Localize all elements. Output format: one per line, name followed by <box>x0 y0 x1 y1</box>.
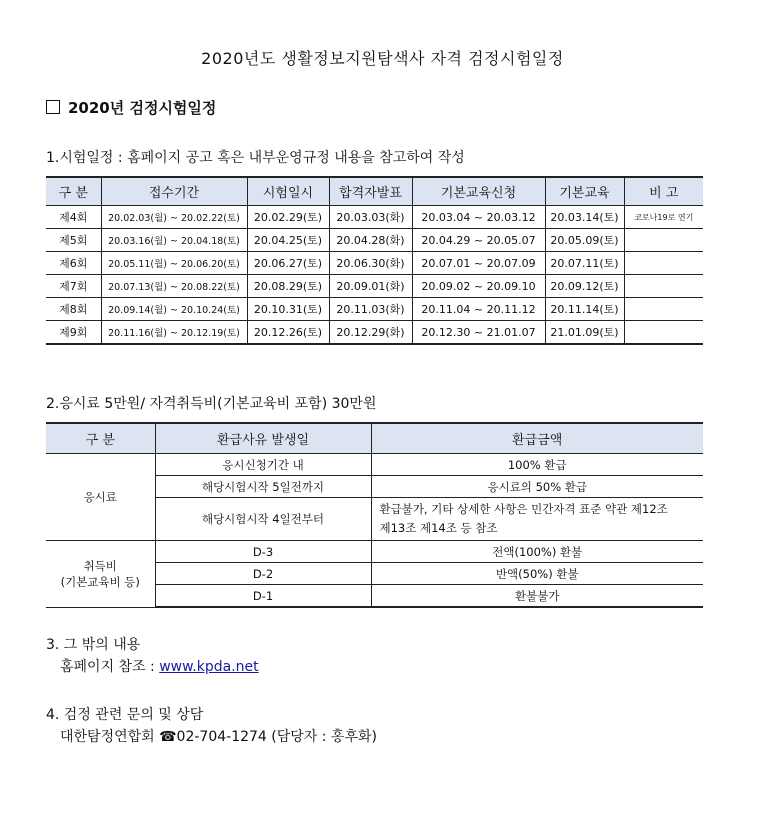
item-3-text: 3. 그 밖의 내용 <box>46 637 141 653</box>
section-heading-text: 2020년 검정시험일정 <box>68 99 217 117</box>
training-date-cell: 20.09.12(토) <box>545 275 624 298</box>
header-cell: 합격자발표 <box>329 177 412 206</box>
application-period-cell: 20.07.13(월) ~ 20.08.22(토) <box>101 275 247 298</box>
exam-date-cell: 20.06.27(토) <box>247 252 329 275</box>
table-row <box>46 229 703 252</box>
refund-table <box>46 422 703 608</box>
note-cell <box>624 252 703 275</box>
exam-date-cell: 20.10.31(토) <box>247 298 329 321</box>
training-application-cell: 20.09.02 ~ 20.09.10 <box>412 275 545 298</box>
table-row <box>46 321 703 345</box>
application-period-cell: 20.11.16(월) ~ 20.12.19(토) <box>101 321 247 345</box>
exam-date-cell: 20.02.29(토) <box>247 206 329 229</box>
table-row <box>46 298 703 321</box>
homepage-link[interactable]: www.kpda.net <box>159 659 259 675</box>
training-date-cell: 20.03.14(토) <box>545 206 624 229</box>
amount-cell: 전액(100%) 환불 <box>371 541 703 563</box>
section-heading <box>46 97 216 118</box>
amount-line: 제13조 제14조 등 참조 <box>379 521 498 535</box>
group-cell-acquisition-fee <box>46 541 155 608</box>
table-row <box>46 454 703 476</box>
reason-cell: D-1 <box>155 585 371 608</box>
checkbox-square-icon <box>46 100 60 114</box>
note-cell <box>624 321 703 345</box>
result-date-cell: 20.12.29(화) <box>329 321 412 345</box>
amount-cell: 응시료의 50% 환급 <box>371 476 703 498</box>
training-application-cell: 20.03.04 ~ 20.03.12 <box>412 206 545 229</box>
round-cell: 제4회 <box>46 206 101 229</box>
table-row <box>46 275 703 298</box>
note-cell <box>624 298 703 321</box>
amount-line: 환급불가, 기타 상세한 사항은 민간자격 표준 약관 제12조 <box>379 502 668 516</box>
homepage-reference <box>60 656 259 676</box>
training-application-cell: 20.07.01 ~ 20.07.09 <box>412 252 545 275</box>
round-cell: 제6회 <box>46 252 101 275</box>
reason-cell: D-3 <box>155 541 371 563</box>
training-application-cell: 20.12.30 ~ 21.01.07 <box>412 321 545 345</box>
table-header-row <box>46 177 703 206</box>
round-cell: 제7회 <box>46 275 101 298</box>
header-cell: 구 분 <box>46 423 155 454</box>
training-application-cell: 20.11.04 ~ 20.11.12 <box>412 298 545 321</box>
group-sublabel: (기본교육비 등) <box>60 574 140 589</box>
table-row <box>46 541 703 563</box>
group-cell-exam-fee: 응시료 <box>46 454 155 541</box>
result-date-cell: 20.03.03(화) <box>329 206 412 229</box>
note-cell <box>624 229 703 252</box>
amount-cell: 반액(50%) 환불 <box>371 563 703 585</box>
page-title: 2020년도 생활정보지원탐색사 자격 검정시험일정 <box>201 49 564 68</box>
application-period-cell: 20.05.11(월) ~ 20.06.20(토) <box>101 252 247 275</box>
header-cell: 환급사유 발생일 <box>155 423 371 454</box>
amount-cell: 100% 환급 <box>371 454 703 476</box>
application-period-cell: 20.02.03(월) ~ 20.02.22(토) <box>101 206 247 229</box>
header-cell: 접수기간 <box>101 177 247 206</box>
reason-cell: D-2 <box>155 563 371 585</box>
training-date-cell: 21.01.09(토) <box>545 321 624 345</box>
exam-schedule-table <box>46 176 703 345</box>
item-2-text: 2.응시료 5만원/ 자격취득비(기본교육비 포함) 30만원 <box>46 396 377 412</box>
result-date-cell: 20.06.30(화) <box>329 252 412 275</box>
group-label: 취득비 <box>83 558 117 573</box>
item-1-text: 1.시험일정 : 홈페이지 공고 혹은 내부운영규정 내용을 참고하여 작성 <box>46 150 465 166</box>
application-period-cell: 20.09.14(월) ~ 20.10.24(토) <box>101 298 247 321</box>
result-date-cell: 20.11.03(화) <box>329 298 412 321</box>
note-cell: 코로나19로 연기 <box>624 206 703 229</box>
training-date-cell: 20.11.14(토) <box>545 298 624 321</box>
contact-info: 대한탐정연합회 ☎02-704-1274 (담당자 : 홍후화) <box>60 729 377 745</box>
header-cell: 구 분 <box>46 177 101 206</box>
header-cell: 기본교육 <box>545 177 624 206</box>
header-cell: 기본교육신청 <box>412 177 545 206</box>
reason-cell: 해당시험시작 5일전까지 <box>155 476 371 498</box>
header-cell: 비 고 <box>624 177 703 206</box>
homepage-label: 홈페이지 참조 : <box>60 659 160 675</box>
reason-cell: 응시신청기간 내 <box>155 454 371 476</box>
round-cell: 제8회 <box>46 298 101 321</box>
header-cell: 환급금액 <box>371 423 703 454</box>
round-cell: 제5회 <box>46 229 101 252</box>
amount-cell <box>371 498 703 541</box>
table-row <box>46 252 703 275</box>
application-period-cell: 20.03.16(월) ~ 20.04.18(토) <box>101 229 247 252</box>
exam-date-cell: 20.08.29(토) <box>247 275 329 298</box>
round-cell: 제9회 <box>46 321 101 345</box>
result-date-cell: 20.04.28(화) <box>329 229 412 252</box>
note-cell <box>624 275 703 298</box>
training-date-cell: 20.07.11(토) <box>545 252 624 275</box>
training-application-cell: 20.04.29 ~ 20.05.07 <box>412 229 545 252</box>
exam-date-cell: 20.04.25(토) <box>247 229 329 252</box>
header-cell: 시험일시 <box>247 177 329 206</box>
exam-date-cell: 20.12.26(토) <box>247 321 329 345</box>
amount-cell: 환불불가 <box>371 585 703 608</box>
table-header-row <box>46 423 703 454</box>
table-row <box>46 206 703 229</box>
item-4-text: 4. 검정 관련 문의 및 상담 <box>46 707 204 723</box>
reason-cell: 해당시험시작 4일전부터 <box>155 498 371 541</box>
result-date-cell: 20.09.01(화) <box>329 275 412 298</box>
training-date-cell: 20.05.09(토) <box>545 229 624 252</box>
